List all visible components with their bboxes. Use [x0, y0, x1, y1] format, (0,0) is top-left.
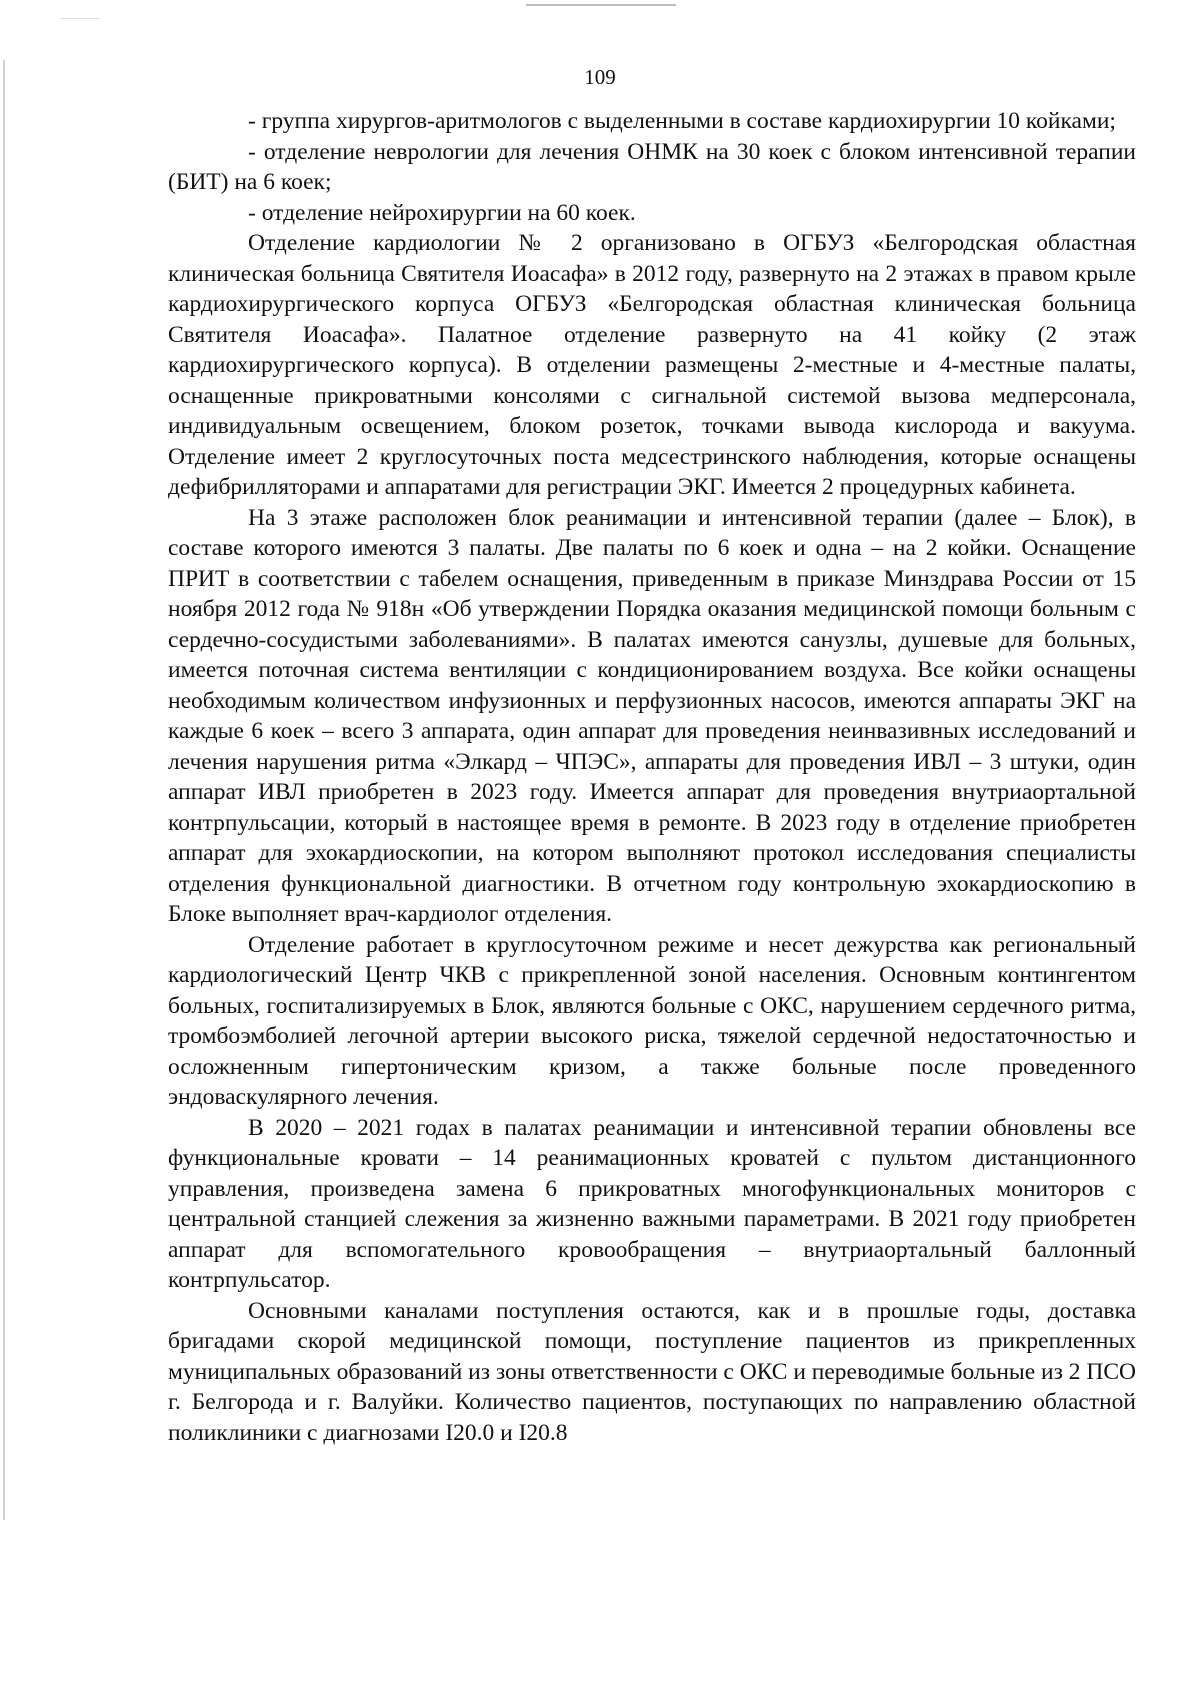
list-item-arrhythmology: - группа хирургов-аритмологов с выделенными в составе кардиохирургии 10 койками;: [248, 108, 1116, 134]
paragraph-intensive-care-unit: На 3 этаже расположен блок реанимации и интенсивной терапии (далее – Блок), в составе которого имеются 3 палаты. Две палаты по 6 коек и одна – на 2 койки. Оснащение ПРИТ в соответствии с табелем оснащения, приведенным в приказе Минздрава России от 15 ноября 2012 года № 918н «Об утверждении Порядка оказания медицинской помощи больным с сердечно-сосудистыми заболеваниями». В палатах имеются санузлы, душевые для больных, имеется поточная система вентиляции с кондиционированием воздуха. Все койки оснащены необходимым количеством инфузионных и перфузионных насосов, имеются аппараты ЭКГ на каждые 6 коек – всего 3 аппарата, один аппарат для проведения неинвазивных исследований и лечения нарушения ритма «Элкард – ЧПЭС», аппараты для проведения ИВЛ – 3 штуки, один аппарат ИВЛ приобретен в 2023 году. Имеется аппарат для проведения внутриаортальной контрпульсации, который в настоящее время в ремонте. В 2023 году в отделение приобретен аппарат для эхокардиоскопии, на котором выполняют протокол исследования специалисты отделения функциональной диагностики. В отчетном году контрольную эхокардиоскопию в Блоке выполняет врач-кардиолог отделения.: [168, 504, 1136, 927]
list-item-neurosurgery: - отделение нейрохирургии на 60 коек.: [248, 199, 636, 226]
paragraph-equipment-update: В 2020 – 2021 годах в палатах реанимации и интенсивной терапии обновлены все функциональные кровати – 14 реанимационных кроватей с пультом дистанционного управления, произведена замена 6 прикроватных многофункциональных мониторов с центральной станцией слежения за жизненно важными параметрами. В 2021 году приобретен аппарат для вспомогательного кровообращения – внутриаортальный баллонный контрпульсатор.: [168, 1114, 1136, 1293]
paragraph-department-operation: Отделение работает в круглосуточном режиме и несет дежурства как региональный кардиологический Центр ЧКВ с прикрепленной зоной населения. Основным контингентом больных, госпитализируемых в Блок, являются больные с ОКС, нарушением сердечного ритма, тромбоэмболией легочной артерии высокого риска, тяжелой сердечной недостаточностью и осложненным гипертоническим кризом, а также больные после проведенного эндоваскулярного лечения.: [168, 931, 1136, 1110]
page-number: 109: [584, 65, 616, 89]
scan-mark-left: [3, 60, 5, 1520]
document-body: [168, 106, 1136, 1448]
list-item-neurology: - отделение неврологии для лечения ОНМК на 30 коек с блоком интенсивной терапии (БИТ) на 6 коек;: [168, 138, 1136, 195]
scan-mark-top: [526, 4, 676, 6]
scan-mark-corner: [60, 18, 100, 19]
paragraph-cardiology-department: Отделение кардиологии № 2 организовано в ОГБУЗ «Белгородская областная клиническая больница Святителя Иоасафа» в 2012 году, развернуто на 2 этажах в правом крыле кардиохирургического корпуса ОГБУЗ «Белгородская областная клиническая больница Святителя Иоасафа». Палатное отделение развернуто на 41 койку (2 этаж кардиохирургического корпуса). В отделении размещены 2-местные и 4-местные палаты, оснащенные прикроватными консолями с сигнальной системой вызова медперсонала, индивидуальным освещением, блоком розеток, точками вывода кислорода и вакуума. Отделение имеет 2 круглосуточных поста медсестринского наблюдения, которые оснащены дефибрилляторами и аппаратами для регистрации ЭКГ. Имеется 2 процедурных кабинета.: [168, 230, 1136, 500]
paragraph-admission-channels: Основными каналами поступления остаются, как и в прошлые годы, доставка бригадами скорой медицинской помощи, поступление пациентов из прикрепленных муниципальных образований из зоны ответственности с ОКС и переводимые больные из 2 ПСО г. Белгорода и г. Валуйки. Количество пациентов, поступающих по направлению областной поликлиники с диагнозами I20.0 и I20.8: [168, 1297, 1136, 1446]
